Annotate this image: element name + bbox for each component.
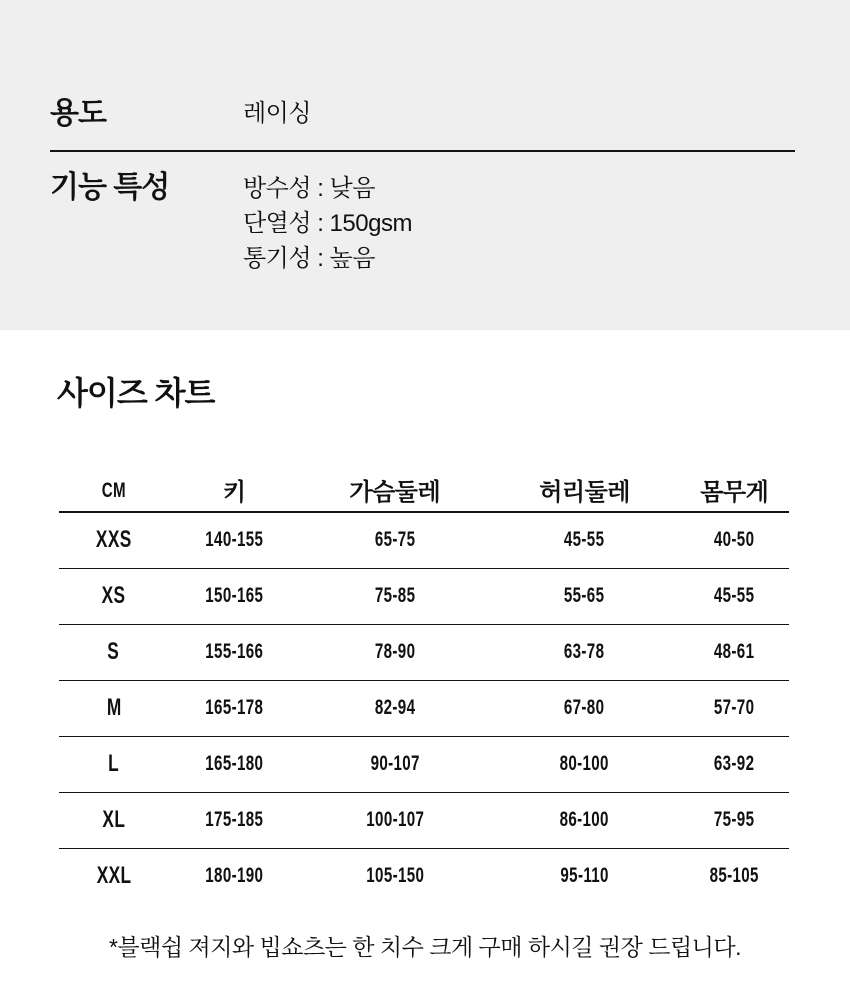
- usage-label: 용도: [50, 97, 106, 130]
- size-cell: [59, 736, 169, 792]
- value-text: 48-61: [713, 640, 755, 663]
- size-chart-title: 사이즈 차트: [57, 375, 215, 411]
- value-cell: [490, 680, 680, 736]
- feature-line: 통기성 : 높음: [243, 245, 375, 272]
- table-row: [59, 736, 789, 792]
- value-text: 165-180: [205, 752, 264, 775]
- size-label-text: XXS: [95, 526, 132, 554]
- size-label-text: L: [108, 750, 120, 777]
- value-text: 75-85: [374, 584, 416, 607]
- size-label-text: S: [107, 638, 120, 665]
- value-cell: [679, 624, 789, 680]
- features-row: [0, 171, 850, 276]
- value-cell: [300, 848, 490, 904]
- value-cell: [169, 848, 300, 904]
- col-header-waist: 허리둘레: [490, 472, 680, 512]
- value-cell: [490, 792, 680, 848]
- size-cell: [59, 792, 169, 848]
- features-label: 기능 특성: [50, 171, 170, 204]
- value-text: 140-155: [205, 528, 264, 552]
- size-cell: [59, 512, 169, 568]
- value-cell: [679, 680, 789, 736]
- col-header-height: 키: [169, 472, 300, 512]
- value-text: 67-80: [564, 696, 605, 719]
- value-text: 175-185: [205, 808, 264, 831]
- value-cell: [490, 848, 680, 904]
- table-row: [59, 512, 789, 568]
- col-header-unit: [59, 472, 169, 512]
- value-text: 57-70: [713, 696, 755, 719]
- value-cell: [169, 568, 300, 624]
- value-text: 100-107: [365, 808, 424, 831]
- size-chart-section: [0, 330, 850, 962]
- feature-line: 방수성 : 낮음: [243, 175, 375, 202]
- value-cell: [169, 624, 300, 680]
- value-cell: [679, 792, 789, 848]
- value-text: 45-55: [713, 584, 755, 607]
- value-cell: [300, 568, 490, 624]
- size-table-header-row: [59, 472, 789, 512]
- value-text: 55-65: [564, 584, 605, 607]
- value-cell: [490, 512, 680, 568]
- usage-row: [0, 0, 850, 131]
- value-cell: [300, 624, 490, 680]
- value-text: 63-78: [564, 640, 605, 663]
- size-label-text: XXL: [96, 862, 132, 890]
- spec-divider: [50, 150, 795, 152]
- value-cell: [169, 512, 300, 568]
- value-cell: [169, 736, 300, 792]
- value-text: 80-100: [559, 752, 610, 775]
- value-text: 85-105: [709, 864, 759, 888]
- product-spec-section: [0, 0, 850, 330]
- value-text: 180-190: [205, 864, 264, 888]
- value-text: 155-166: [205, 640, 264, 663]
- table-row: [59, 792, 789, 848]
- value-text: 78-90: [374, 640, 416, 663]
- size-label-text: M: [106, 694, 122, 721]
- value-cell: [300, 792, 490, 848]
- usage-value: 레이싱: [243, 100, 312, 127]
- value-text: 86-100: [559, 808, 610, 831]
- value-text: 82-94: [374, 696, 416, 719]
- value-text: 40-50: [713, 528, 755, 552]
- value-cell: [300, 736, 490, 792]
- size-table: [59, 472, 789, 904]
- unit-header-text: CM: [101, 478, 126, 502]
- value-cell: [679, 736, 789, 792]
- size-cell: [59, 680, 169, 736]
- value-cell: [490, 624, 680, 680]
- size-note: *블랙쉽 져지와 빕쇼츠는 한 치수 크게 구매 하시길 권장 드립니다.: [108, 934, 742, 960]
- value-text: 65-75: [374, 528, 416, 552]
- value-cell: [169, 792, 300, 848]
- table-row: [59, 680, 789, 736]
- value-text: 105-150: [365, 864, 424, 888]
- value-cell: [169, 680, 300, 736]
- size-cell: [59, 568, 169, 624]
- table-row: [59, 624, 789, 680]
- size-cell: [59, 624, 169, 680]
- features-list: [243, 171, 412, 276]
- table-row: [59, 848, 789, 904]
- value-cell: [490, 736, 680, 792]
- value-cell: [679, 568, 789, 624]
- table-row: [59, 568, 789, 624]
- value-cell: [490, 568, 680, 624]
- value-text: 75-95: [713, 808, 755, 831]
- value-cell: [679, 512, 789, 568]
- value-cell: [300, 680, 490, 736]
- size-label-text: XS: [101, 582, 126, 609]
- value-cell: [300, 512, 490, 568]
- value-text: 150-165: [205, 584, 264, 607]
- col-header-weight: 몸무게: [679, 472, 789, 512]
- value-cell: [679, 848, 789, 904]
- value-text: 90-107: [370, 752, 420, 775]
- col-header-chest: 가슴둘레: [300, 472, 490, 512]
- size-cell: [59, 848, 169, 904]
- feature-line: 단열성 : 150gsm: [243, 210, 412, 237]
- value-text: 45-55: [564, 528, 605, 552]
- size-label-text: XL: [102, 806, 126, 833]
- value-text: 95-110: [560, 864, 609, 888]
- value-text: 165-178: [205, 696, 264, 719]
- value-text: 63-92: [713, 752, 755, 775]
- size-table-body: [59, 512, 789, 904]
